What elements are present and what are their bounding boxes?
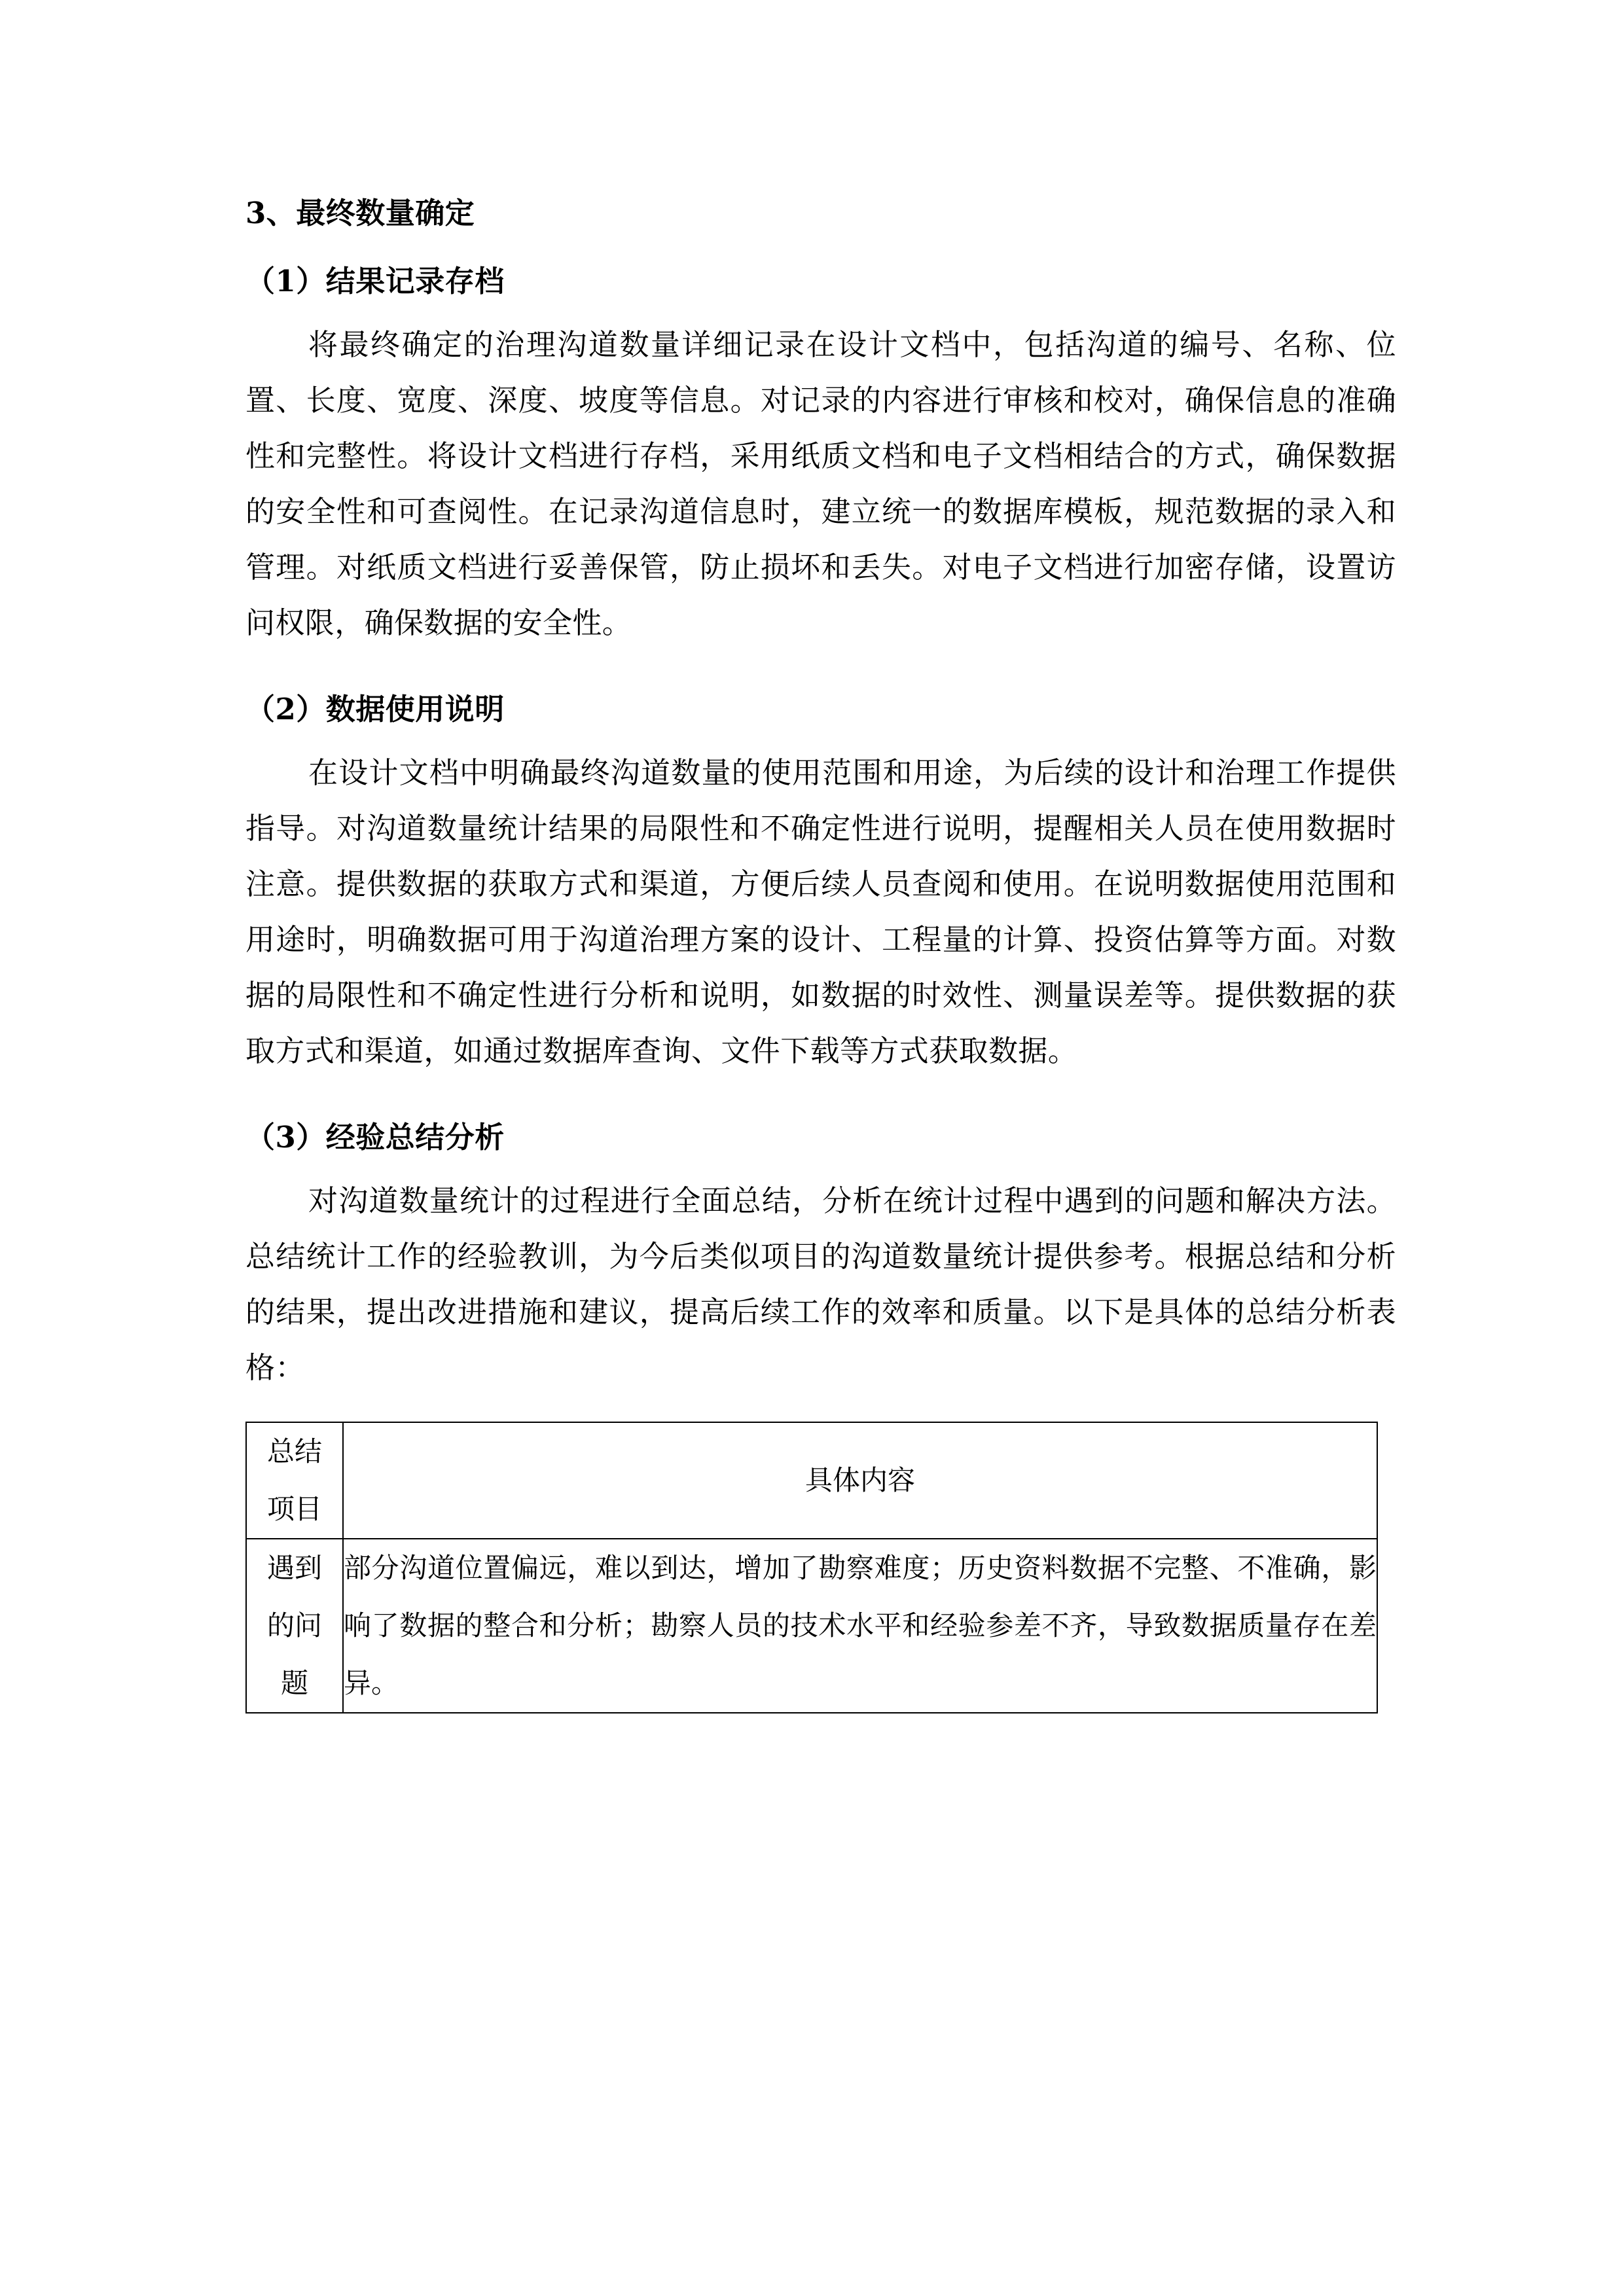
table-header-item-line-2: 项目 [266,1493,322,1525]
table-row-item-line-2: 的问 [266,1609,322,1641]
table-row-item-line-1: 遇到 [266,1552,322,1584]
section-paragraph-3: 对沟道数量统计的过程进行全面总结，分析在统计过程中遇到的问题和解决方法。总结统计工作的经验教训，为今后类似项目的沟道数量统计提供参考。根据总结和分析的结果，提出改进措施和建议，提高后续工作的效率和质量。以下是具体的总结分析表格： [245,1183,1396,1385]
page-title: 3、最终数量确定 [245,196,475,230]
paragraph-spacer [245,1083,1396,1100]
table-row-content-cell: 部分沟道位置偏远，难以到达，增加了勘察难度；历史资料数据不完整、不准确，影响了数据的整合和分析；勘察人员的技术水平和经验参差不齐，导致数据质量存在差异。 [343,1539,1377,1713]
section-paragraph-2: 在设计文档中明确最终沟道数量的使用范围和用途，为后续的设计和治理工作提供指导。对沟道数量统计结果的局限性和不确定性进行说明，提醒相关人员在使用数据时注意。提供数据的获取方式和渠道，方便后续人员查阅和使用。在说明数据使用范围和用途时，明确数据可用于沟道治理方案的设计、工程量的计算、投资估算等方面。对数据的局限性和不确定性进行分析和说明，如数据的时效性、测量误差等。提供数据的获取方式和渠道，如通过数据库查询、文件下载等方式获取数据。 [245,755,1396,1068]
document-body [245,183,1396,1713]
table-row [246,1539,1377,1713]
table-header-content-cell: 具体内容 [343,1422,1377,1539]
table-row-item-line-3: 题 [280,1667,308,1699]
paragraph-spacer [245,655,1396,672]
table-header-item-line-1: 总结 [266,1435,322,1467]
section-heading-1: （1）结果记录存档 [245,264,505,298]
section-heading-3: （3）经验总结分析 [245,1120,505,1155]
table-header-item-cell [246,1422,343,1539]
summary-analysis-table [245,1422,1378,1713]
section-paragraph-1: 将最终确定的治理沟道数量详细记录在设计文档中，包括沟道的编号、名称、位置、长度、宽度、深度、坡度等信息。对记录的内容进行审核和校对，确保信息的准确性和完整性。将设计文档进行存档，采用纸质文档和电子文档相结合的方式，确保数据的安全性和可查阅性。在记录沟道信息时，建立统一的数据库模板，规范数据的录入和管理。对纸质文档进行妥善保管，防止损坏和丢失。对电子文档进行加密存储，设置访问权限，确保数据的安全性。 [245,327,1396,640]
section-heading-2: （2）数据使用说明 [245,692,505,726]
table-header-row [246,1422,1377,1539]
table-row-item-cell [246,1539,343,1713]
